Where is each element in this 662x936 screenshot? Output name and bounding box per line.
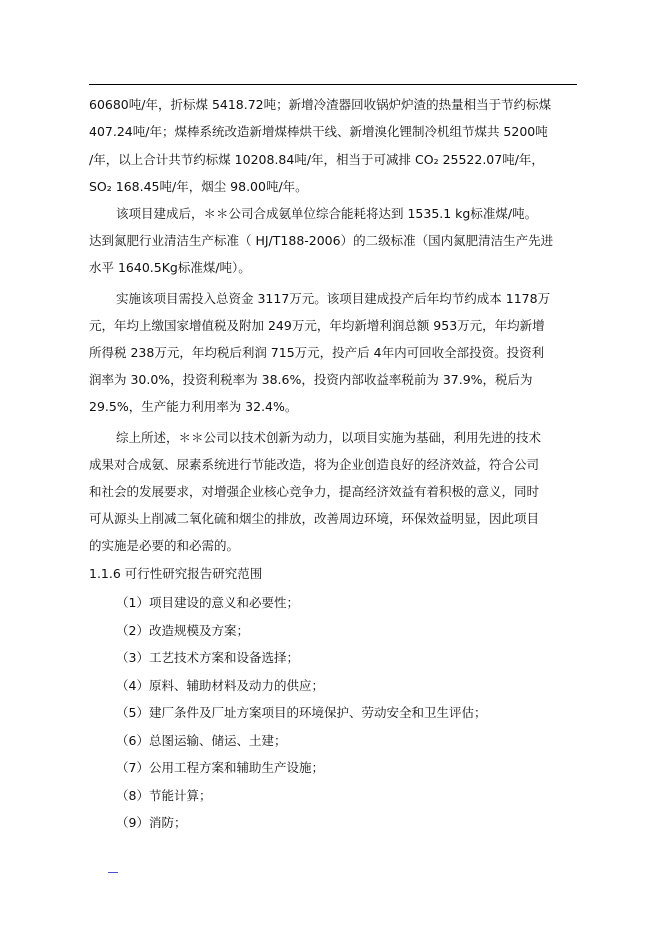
paragraph-line: SO₂ 168.45吨/年，烟尘 98.00吨/年。 [89,179,308,194]
paragraph-line: 和社会的发展要求，对增强企业核心竞争力，提高经济效益有着积极的意义，同时 [89,484,540,499]
list-item: （3）工艺技术方案和设备选择； [116,650,299,665]
paragraph-line: 的实施是必要的和必需的。 [89,538,240,553]
paragraph-line: 可从源头上削减二氧化硫和烟尘的排放，改善周边环境，环保效益明显，因此项目 [89,511,540,526]
paragraph-line: 实施该项目需投入总资金 3117万元。该项目建成投产后年均节约成本 1178万 [116,291,551,306]
list-item: （8）节能计算； [116,788,212,803]
paragraph-line: 水平 1640.5Kg标准煤/吨）。 [89,260,251,275]
paragraph-line: 407.24吨/年；煤棒系统改造新增煤棒烘干线、新增溴化锂制冷机组节煤共 5200吨 [89,124,548,139]
paragraph-line: 成果对合成氨、尿素系统进行节能改造，将为企业创造良好的经济效益，符合公司 [89,457,540,472]
section-heading: 1.1.6 可行性研究报告研究范围 [89,566,263,581]
list-item: （4）原料、辅助材料及动力的供应； [116,678,324,693]
list-item: （1）项目建设的意义和必要性； [116,595,299,610]
list-item: （6）总图运输、储运、土建； [116,733,287,748]
list-item: （5）建厂条件及厂址方案项目的环境保护、劳动安全和卫生评估； [116,705,487,720]
list-item: （2）改造规模及方案； [116,623,249,638]
paragraph-line: /年，以上合计共节约标煤 10208.84吨/年，相当于可减排 CO₂ 25522.07吨/年， [89,152,544,167]
paragraph-line: 该项目建成后，＊＊公司合成氨单位综合能耗将达到 1535.1 kg标准煤/吨。 [116,206,538,221]
list-item: （9）消防； [116,815,187,830]
paragraph-line: 元，年均上缴国家增值税及附加 249万元，年均新增利润总额 953万元，年均新增 [89,318,545,333]
paragraph-line: 润率为 30.0%，投资利税率为 38.6%，投资内部收益率税前为 37.9%，税后为 [89,372,533,387]
list-item: （7）公用工程方案和辅助生产设施； [116,760,324,775]
footer-mark [108,872,118,873]
paragraph-line: 达到氮肥行业清洁生产标准（ HJ/T188-2006）的二级标准（国内氮肥清洁生产先进 [89,233,554,248]
paragraph-line: 综上所述，＊＊公司以技术创新为动力，以项目实施为基础，利用先进的技术 [116,430,542,445]
paragraph-line: 所得税 238万元，年均税后利润 715万元，投产后 4年内可回收全部投资。投资利 [89,345,545,360]
paragraph-line: 29.5%，生产能力利用率为 32.4%。 [89,399,298,414]
header-rule [89,84,577,85]
paragraph-line: 60680吨/年，折标煤 5418.72吨；新增冷渣器回收锅炉炉渣的热量相当于节约标煤 [89,97,552,112]
